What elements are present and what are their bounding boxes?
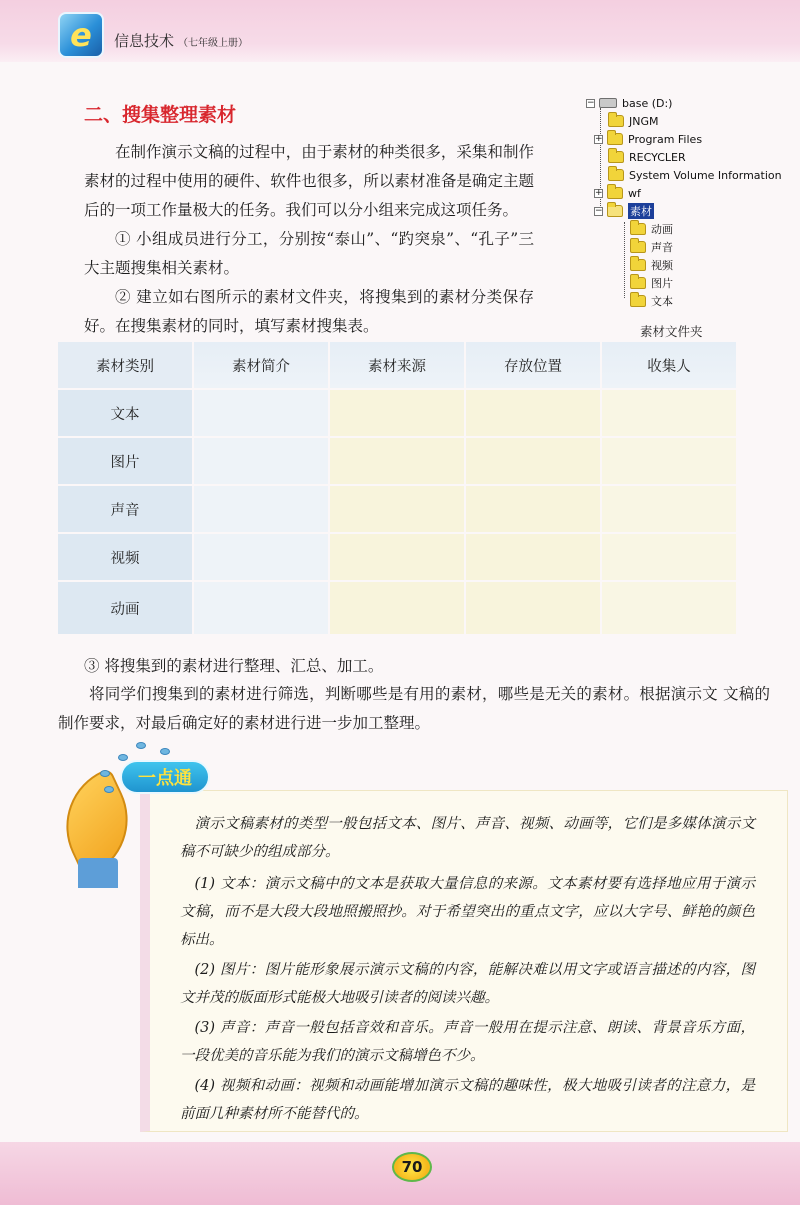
table-row-header: 文本 [58,390,192,436]
table-cell [466,390,600,436]
tree-item-wf[interactable] [594,184,641,202]
tip-image: (2) 图片：图片能形象展示演示文稿的内容，能解决难以用文字或语言描述的内容，图文并茂的版面形式能极大地吸引读者的阅读兴趣。 [180,962,755,1006]
step-1-paragraph: ① 小组成员进行分工，分别按“泰山”、“趵突泉”、“孔子”三大主题搜集相关素材。 [84,230,534,277]
tree-item-label: 文本 [651,295,673,308]
open-folder-icon [607,205,623,217]
step-2-paragraph: ② 建立如右图所示的素材文件夹，将搜集到的素材分类保存好。在搜集素材的同时，填写素材搜集表。 [84,288,534,335]
signal-bubble-icon [118,754,128,761]
signal-bubble-icon [104,786,114,793]
tip-badge: 一点通 [120,760,210,794]
folder-icon [630,241,646,253]
tree-item-shipin[interactable] [630,256,673,274]
table-cell [466,534,600,580]
tip-intro: 演示文稿素材的类型一般包括文本、图片、声音、视频、动画等，它们是多媒体演示文稿不可缺少的组成部分。 [180,816,755,860]
table-cell [466,582,600,634]
book-title [114,30,248,51]
table-cell [194,486,328,532]
table-cell [194,438,328,484]
intro-paragraph: 在制作演示文稿的过程中，由于素材的种类很多，采集和制作素材的过程中使用的硬件、软件也很多，所以素材准备是确定主题后的一项工作量极大的任务。我们可以分小组来完成这项任务。 [84,143,534,219]
material-collection-table [58,342,728,624]
tree-item-label: RECYCLER [629,150,686,164]
collapse-icon[interactable]: − [587,97,595,108]
table-header-cell: 素材来源 [330,342,464,388]
tree-item-label: System Volume Information [629,168,782,182]
table-cell [602,534,736,580]
drive-icon [599,98,617,108]
folder-icon [608,151,624,163]
table-header-cell: 收集人 [602,342,736,388]
tree-item-program-files[interactable] [594,130,702,148]
tree-item-wenben[interactable] [630,292,673,310]
table-cell [602,582,736,634]
table-cell [330,486,464,532]
tip-video-animation: (4) 视频和动画：视频和动画能增加演示文稿的趣味性，极大地吸引读者的注意力，是前面几种素材所不能替代的。 [180,1078,755,1122]
section-title: 二、搜集整理素材 [84,104,237,126]
folder-icon [630,259,646,271]
table-cell [330,438,464,484]
table-row-header: 动画 [58,582,192,634]
tree-item-label: Program Files [628,132,703,146]
tree-item-label: 视频 [651,259,673,272]
folder-icon [607,133,623,145]
table-cell [194,582,328,634]
folder-icon [607,187,623,199]
tree-item-drive[interactable] [586,94,672,112]
folder-icon [630,223,646,235]
folder-icon [608,115,624,127]
logo-letter: e [70,16,92,54]
table-cell [330,534,464,580]
tree-item-tupian[interactable] [630,274,673,292]
table-cell [602,390,736,436]
tree-item-label: base (D:) [622,96,673,110]
tree-item-shengyin[interactable] [630,238,673,256]
folder-icon [608,169,624,181]
table-cell [330,582,464,634]
table-cell [466,486,600,532]
table-cell [330,390,464,436]
table-row-header: 视频 [58,534,192,580]
tree-item-label: wf [628,186,641,200]
table-cell [466,438,600,484]
tree-item-label: JNGM [629,114,659,128]
tree-item-recycler[interactable] [608,148,686,166]
book-title-text: 信息技术 [114,32,175,50]
step-3-paragraph: ③ 将搜集到的素材进行整理、汇总、加工。 [84,657,384,675]
table-row-header: 图片 [58,438,192,484]
signal-bubble-icon [100,770,110,777]
expand-icon[interactable]: + [595,133,603,144]
table-header-cell: 素材简介 [194,342,328,388]
tree-item-donghua[interactable] [630,220,673,238]
book-subtitle: （七年级上册） [178,38,249,49]
table-header-cell: 素材类别 [58,342,192,388]
table-header-cell: 存放位置 [466,342,600,388]
table-cell [602,438,736,484]
folder-icon [630,295,646,307]
table-cell [194,534,328,580]
satellite-stand-icon [78,858,118,888]
filter-paragraph: 将同学们搜集到的素材进行筛选，判断哪些是有用的素材，哪些是无关的素材。根据演示文 文稿的制作要求，对最后确定好的素材进行进一步加工整理。 [58,685,770,732]
collapse-icon[interactable]: − [595,205,603,216]
tree-item-label: 声音 [651,241,673,254]
folder-tree [586,92,782,308]
table-cell [194,390,328,436]
tree-item-jngm[interactable] [608,112,659,130]
signal-bubble-icon [160,748,170,755]
tree-item-system-volume[interactable] [608,166,782,184]
tip-sound: (3) 声音：声音一般包括音效和音乐。声音一般用在提示注意、朗读、背景音乐方面，一段优美的音乐能为我们的演示文稿增色不少。 [180,1020,755,1064]
tip-text: (1) 文本：演示文稿中的文本是获取大量信息的来源。文本素材要有选择地应用于演示文稿，而不是大段大段地照搬照抄。对于希望突出的重点文字，应以大字号、鲜艳的颜色标出。 [180,876,755,948]
table-cell [602,486,736,532]
table-row-header: 声音 [58,486,192,532]
ie-logo-icon [58,12,104,58]
tree-item-label: 动画 [651,223,673,236]
expand-icon[interactable]: + [595,187,603,198]
tree-item-label-selected: 素材 [630,205,652,218]
signal-bubble-icon [136,742,146,749]
figure-caption: 素材文件夹 [640,324,703,339]
tree-item-label: 图片 [651,277,673,290]
page-number: 70 [392,1152,432,1182]
tree-item-sucai[interactable] [594,202,654,220]
folder-icon [630,277,646,289]
